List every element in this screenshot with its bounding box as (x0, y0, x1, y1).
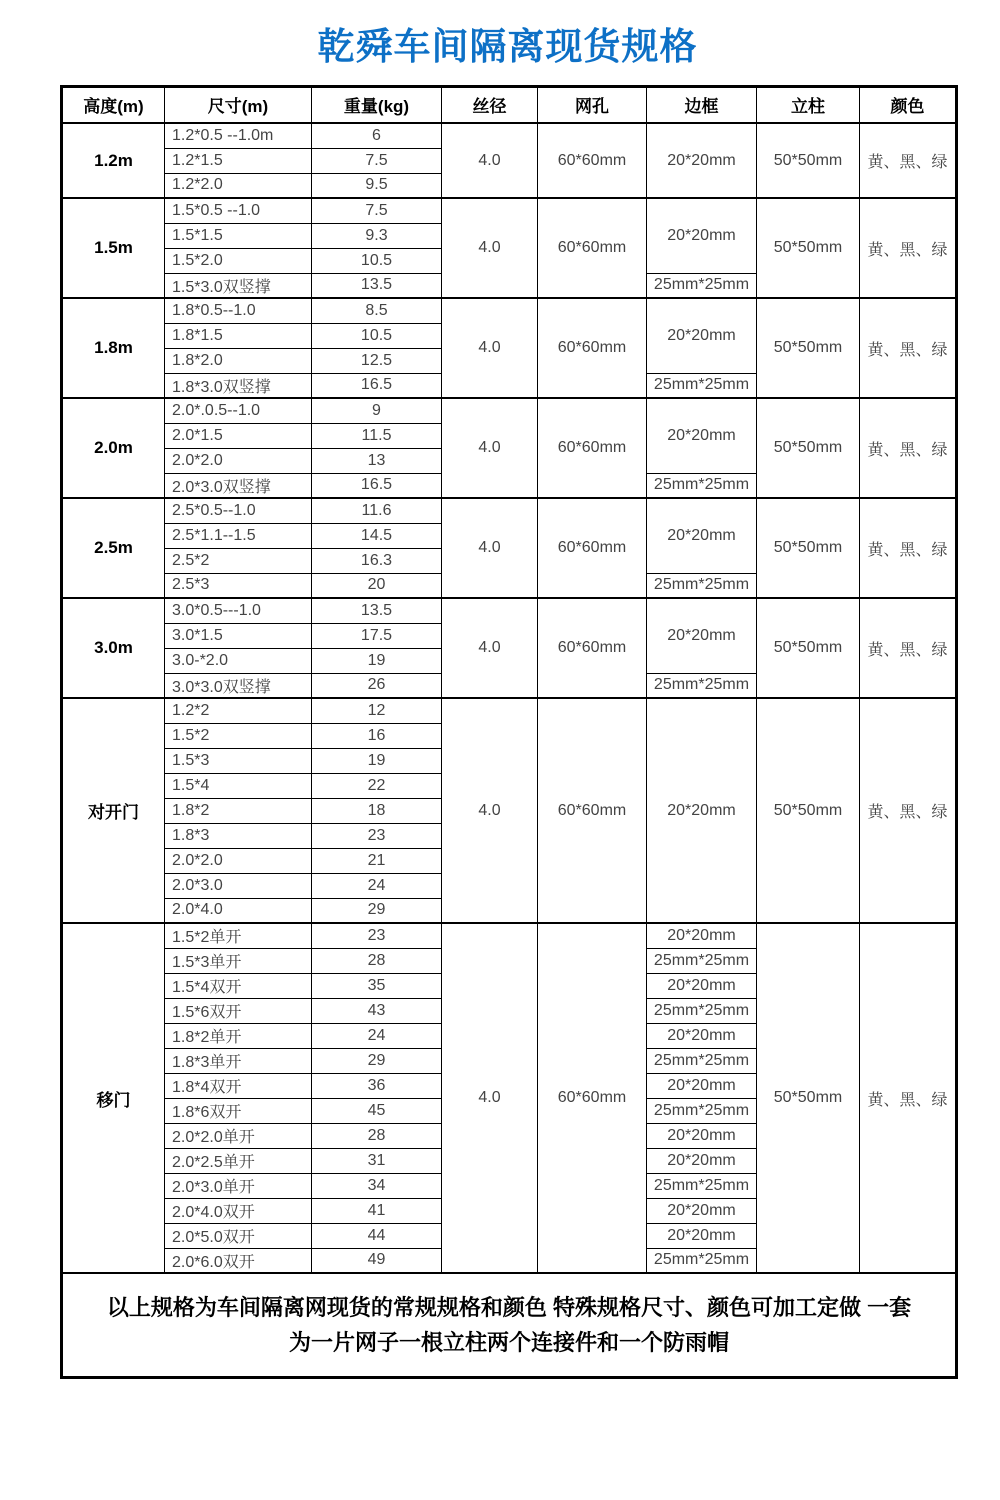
size-cell: 1.8*3 (165, 823, 312, 848)
height-cell: 1.5m (62, 198, 165, 298)
size-cell: 1.2*2 (165, 698, 312, 723)
weight-cell: 10.5 (312, 323, 442, 348)
weight-cell: 9.5 (312, 173, 442, 198)
height-cell: 对开门 (62, 698, 165, 923)
footer-note (62, 1273, 957, 1377)
wire-diameter-cell: 4.0 (442, 923, 538, 1273)
post-cell: 50*50mm (757, 498, 860, 598)
weight-cell: 19 (312, 748, 442, 773)
weight-cell: 10.5 (312, 248, 442, 273)
weight-cell: 20 (312, 573, 442, 598)
size-cell: 3.0-*2.0 (165, 648, 312, 673)
table-row (62, 698, 957, 723)
mesh-cell: 60*60mm (538, 923, 647, 1273)
size-cell: 1.2*2.0 (165, 173, 312, 198)
spec-table-body (62, 123, 957, 1377)
height-cell: 2.0m (62, 398, 165, 498)
post-cell: 50*50mm (757, 198, 860, 298)
table-row (62, 923, 957, 948)
header-post: 立柱 (757, 86, 860, 123)
size-cell: 2.5*1.1--1.5 (165, 523, 312, 548)
size-cell: 1.5*1.5 (165, 223, 312, 248)
weight-cell: 24 (312, 873, 442, 898)
frame-cell: 25mm*25mm (647, 1048, 757, 1073)
mesh-cell: 60*60mm (538, 123, 647, 198)
weight-cell: 11.5 (312, 423, 442, 448)
frame-cell: 25mm*25mm (647, 998, 757, 1023)
size-cell: 1.8*0.5--1.0 (165, 298, 312, 323)
weight-cell: 35 (312, 973, 442, 998)
table-row (62, 298, 957, 323)
frame-cell: 20*20mm (647, 1123, 757, 1148)
footer-note-line: 以上规格为车间隔离网现货的常规规格和颜色 特殊规格尺寸、颜色可加工定做 一套 (106, 1294, 912, 1320)
frame-cell: 20*20mm (647, 923, 757, 948)
weight-cell: 16.3 (312, 548, 442, 573)
size-cell: 2.0*2.0单开 (165, 1123, 312, 1148)
size-cell: 1.5*2 (165, 723, 312, 748)
size-cell: 2.0*4.0双开 (165, 1198, 312, 1223)
size-cell: 2.0*2.0 (165, 448, 312, 473)
weight-cell: 8.5 (312, 298, 442, 323)
weight-cell: 24 (312, 1023, 442, 1048)
size-cell: 2.0*2.5单开 (165, 1148, 312, 1173)
size-cell: 2.0*2.0 (165, 848, 312, 873)
wire-diameter-cell: 4.0 (442, 498, 538, 598)
frame-cell: 25mm*25mm (647, 373, 757, 398)
header-row (62, 86, 957, 123)
weight-cell: 16.5 (312, 473, 442, 498)
size-cell: 2.0*3.0 (165, 873, 312, 898)
weight-cell: 7.5 (312, 148, 442, 173)
weight-cell: 29 (312, 1048, 442, 1073)
size-cell: 1.2*0.5 --1.0m (165, 123, 312, 148)
size-cell: 2.0*3.0单开 (165, 1173, 312, 1198)
mesh-cell: 60*60mm (538, 298, 647, 398)
mesh-cell: 60*60mm (538, 198, 647, 298)
size-cell: 1.5*4双开 (165, 973, 312, 998)
frame-cell: 20*20mm (647, 698, 757, 923)
wire-diameter-cell: 4.0 (442, 198, 538, 298)
weight-cell: 12.5 (312, 348, 442, 373)
size-cell: 1.8*2 (165, 798, 312, 823)
frame-cell: 20*20mm (647, 298, 757, 373)
frame-cell: 25mm*25mm (647, 1098, 757, 1123)
height-cell: 移门 (62, 923, 165, 1273)
weight-cell: 22 (312, 773, 442, 798)
color-cell: 黄、黑、绿 (860, 698, 957, 923)
weight-cell: 45 (312, 1098, 442, 1123)
weight-cell: 12 (312, 698, 442, 723)
spec-table (60, 85, 958, 1379)
size-cell: 2.0*.0.5--1.0 (165, 398, 312, 423)
frame-cell: 20*20mm (647, 1023, 757, 1048)
weight-cell: 43 (312, 998, 442, 1023)
wire-diameter-cell: 4.0 (442, 398, 538, 498)
weight-cell: 36 (312, 1073, 442, 1098)
size-cell: 1.5*3 (165, 748, 312, 773)
post-cell: 50*50mm (757, 698, 860, 923)
size-cell: 2.0*4.0 (165, 898, 312, 923)
frame-cell: 20*20mm (647, 1198, 757, 1223)
frame-cell: 25mm*25mm (647, 1248, 757, 1273)
size-cell: 2.0*6.0双开 (165, 1248, 312, 1273)
size-cell: 3.0*0.5---1.0 (165, 598, 312, 623)
weight-cell: 14.5 (312, 523, 442, 548)
header-size: 尺寸(m) (165, 86, 312, 123)
frame-cell: 20*20mm (647, 1148, 757, 1173)
weight-cell: 17.5 (312, 623, 442, 648)
weight-cell: 13 (312, 448, 442, 473)
color-cell: 黄、黑、绿 (860, 398, 957, 498)
color-cell: 黄、黑、绿 (860, 123, 957, 198)
mesh-cell: 60*60mm (538, 598, 647, 698)
size-cell: 1.5*6双开 (165, 998, 312, 1023)
table-row (62, 123, 957, 148)
size-cell: 1.5*3单开 (165, 948, 312, 973)
size-cell: 1.5*4 (165, 773, 312, 798)
table-row (62, 498, 957, 523)
weight-cell: 29 (312, 898, 442, 923)
frame-cell: 20*20mm (647, 598, 757, 673)
weight-cell: 23 (312, 923, 442, 948)
page-title: 乾舜车间隔离现货规格 (317, 26, 698, 67)
frame-cell: 20*20mm (647, 498, 757, 573)
weight-cell: 9.3 (312, 223, 442, 248)
size-cell: 2.0*1.5 (165, 423, 312, 448)
frame-cell: 20*20mm (647, 123, 757, 198)
size-cell: 3.0*3.0双竖撑 (165, 673, 312, 698)
table-row (62, 398, 957, 423)
weight-cell: 41 (312, 1198, 442, 1223)
header-wire-diameter: 丝径 (442, 86, 538, 123)
mesh-cell: 60*60mm (538, 398, 647, 498)
post-cell: 50*50mm (757, 598, 860, 698)
mesh-cell: 60*60mm (538, 498, 647, 598)
weight-cell: 28 (312, 948, 442, 973)
frame-cell: 25mm*25mm (647, 948, 757, 973)
frame-cell: 25mm*25mm (647, 673, 757, 698)
weight-cell: 34 (312, 1173, 442, 1198)
weight-cell: 6 (312, 123, 442, 148)
weight-cell: 18 (312, 798, 442, 823)
size-cell: 2.0*3.0双竖撑 (165, 473, 312, 498)
frame-cell: 25mm*25mm (647, 573, 757, 598)
height-cell: 3.0m (62, 598, 165, 698)
header-mesh: 网孔 (538, 86, 647, 123)
size-cell: 1.8*2单开 (165, 1023, 312, 1048)
table-row (62, 598, 957, 623)
weight-cell: 31 (312, 1148, 442, 1173)
mesh-cell: 60*60mm (538, 698, 647, 923)
size-cell: 1.8*1.5 (165, 323, 312, 348)
height-cell: 2.5m (62, 498, 165, 598)
size-cell: 2.0*5.0双开 (165, 1223, 312, 1248)
weight-cell: 49 (312, 1248, 442, 1273)
weight-cell: 28 (312, 1123, 442, 1148)
size-cell: 1.8*3.0双竖撑 (165, 373, 312, 398)
size-cell: 1.8*2.0 (165, 348, 312, 373)
weight-cell: 19 (312, 648, 442, 673)
weight-cell: 26 (312, 673, 442, 698)
size-cell: 1.5*0.5 --1.0 (165, 198, 312, 223)
weight-cell: 9 (312, 398, 442, 423)
spec-table-head (62, 86, 957, 123)
frame-cell: 20*20mm (647, 1073, 757, 1098)
size-cell: 1.5*2.0 (165, 248, 312, 273)
frame-cell: 20*20mm (647, 973, 757, 998)
frame-cell: 20*20mm (647, 1223, 757, 1248)
color-cell: 黄、黑、绿 (860, 298, 957, 398)
header-frame: 边框 (647, 86, 757, 123)
weight-cell: 13.5 (312, 598, 442, 623)
color-cell: 黄、黑、绿 (860, 198, 957, 298)
wire-diameter-cell: 4.0 (442, 298, 538, 398)
color-cell: 黄、黑、绿 (860, 498, 957, 598)
post-cell: 50*50mm (757, 398, 860, 498)
post-cell: 50*50mm (757, 123, 860, 198)
table-row (62, 198, 957, 223)
weight-cell: 23 (312, 823, 442, 848)
weight-cell: 7.5 (312, 198, 442, 223)
frame-cell: 25mm*25mm (647, 273, 757, 298)
header-height: 高度(m) (62, 86, 165, 123)
footer-note-line: 为一片网子一根立柱两个连接件和一个防雨帽 (288, 1329, 729, 1355)
weight-cell: 44 (312, 1223, 442, 1248)
size-cell: 1.8*3单开 (165, 1048, 312, 1073)
height-cell: 1.8m (62, 298, 165, 398)
weight-cell: 13.5 (312, 273, 442, 298)
frame-cell: 25mm*25mm (647, 473, 757, 498)
size-cell: 1.2*1.5 (165, 148, 312, 173)
size-cell: 1.8*4双开 (165, 1073, 312, 1098)
size-cell: 2.5*0.5--1.0 (165, 498, 312, 523)
color-cell: 黄、黑、绿 (860, 598, 957, 698)
wire-diameter-cell: 4.0 (442, 698, 538, 923)
size-cell: 1.8*6双开 (165, 1098, 312, 1123)
frame-cell: 20*20mm (647, 398, 757, 473)
size-cell: 2.5*3 (165, 573, 312, 598)
weight-cell: 11.6 (312, 498, 442, 523)
header-color: 颜色 (860, 86, 957, 123)
frame-cell: 25mm*25mm (647, 1173, 757, 1198)
weight-cell: 16 (312, 723, 442, 748)
wire-diameter-cell: 4.0 (442, 598, 538, 698)
wire-diameter-cell: 4.0 (442, 123, 538, 198)
header-weight: 重量(kg) (312, 86, 442, 123)
size-cell: 3.0*1.5 (165, 623, 312, 648)
height-cell: 1.2m (62, 123, 165, 198)
size-cell: 1.5*2单开 (165, 923, 312, 948)
weight-cell: 16.5 (312, 373, 442, 398)
frame-cell: 20*20mm (647, 198, 757, 273)
post-cell: 50*50mm (757, 298, 860, 398)
post-cell: 50*50mm (757, 923, 860, 1273)
note-row (62, 1273, 957, 1377)
weight-cell: 21 (312, 848, 442, 873)
size-cell: 1.5*3.0双竖撑 (165, 273, 312, 298)
color-cell: 黄、黑、绿 (860, 923, 957, 1273)
size-cell: 2.5*2 (165, 548, 312, 573)
